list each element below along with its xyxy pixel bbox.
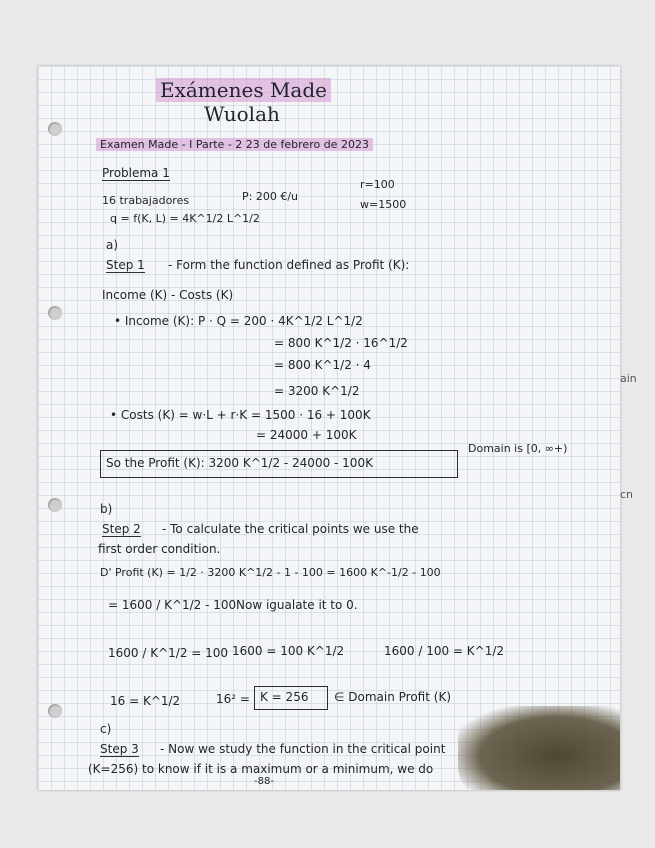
equation-5b: ∈ Domain Profit (K) [334,690,451,704]
margin-note-1: ain [620,372,637,385]
punch-hole [48,122,62,136]
cost-line-2: = 24000 + 100K [256,428,357,442]
given-price: P: 200 €/u [242,190,299,203]
notebook-page [38,66,620,790]
equation-1: 1600 / K^1/2 = 100 [108,646,229,660]
profit-function: So the Profit (K): 3200 K^1/2 - 24000 - 100K [106,456,373,470]
step1-text: - Form the function defined as Profit (K): [168,258,410,272]
problem-label: Problema 1 [102,166,170,180]
equation-3: 1600 / 100 = K^1/2 [384,644,505,658]
income-minus-costs: Income (K) - Costs (K) [102,288,234,302]
derivative-line: D' Profit (K) = 1/2 · 3200 K^1/2 - 1 - 100 = 1600 K^-1/2 - 100 [100,566,441,579]
given-r: r=100 [360,178,395,191]
punch-hole [48,498,62,512]
step2-text: - To calculate the critical points we use the [162,522,419,536]
exam-header: Examen Made - I Parte - 2 23 de febrero de 2023 [96,138,373,151]
income-line-2: = 800 K^1/2 · 16^1/2 [274,336,408,350]
cost-line-1: • Costs (K) = w·L + r·K = 1500 · 16 + 100K [110,408,371,422]
equation-2: 1600 = 100 K^1/2 [232,644,345,658]
step3-line2: (K=256) to know if it is a maximum or a minimum, we do [88,762,434,776]
equation-5a: 16² = [216,692,250,706]
production-function: q = f(K, L) = 4K^1/2 L^1/2 [110,212,260,225]
part-b-label: b) [100,502,113,516]
step2-text-2: first order condition. [98,542,221,556]
k-result: K = 256 [260,690,309,704]
given-w: w=1500 [360,198,407,211]
given-workers: 16 trabajadores [102,194,190,207]
part-a-label: a) [106,238,119,252]
page-number: -88- [254,776,274,787]
fraction-line: = 1600 / K^1/2 - 100 [108,598,237,612]
page-title: Exámenes Made [156,78,331,102]
income-line-3: = 800 K^1/2 · 4 [274,358,371,372]
domain-note: Domain is [0, ∞+) [468,442,568,455]
page-subtitle: Wuolah [204,102,280,126]
shadow-smudge [458,706,620,790]
punch-hole [48,306,62,320]
income-line-1: • Income (K): P · Q = 200 · 4K^1/2 L^1/2 [114,314,363,328]
equation-4: 16 = K^1/2 [110,694,181,708]
income-line-4: = 3200 K^1/2 [274,384,360,398]
step1-label: Step 1 [106,258,145,272]
step2-label: Step 2 [102,522,141,536]
part-c-label: c) [100,722,112,736]
margin-note-2: cn [620,488,634,501]
punch-hole [48,704,62,718]
step3-text: - Now we study the function in the critical point [160,742,446,756]
equalize-note: Now igualate it to 0. [236,598,358,612]
step3-label: Step 3 [100,742,139,756]
